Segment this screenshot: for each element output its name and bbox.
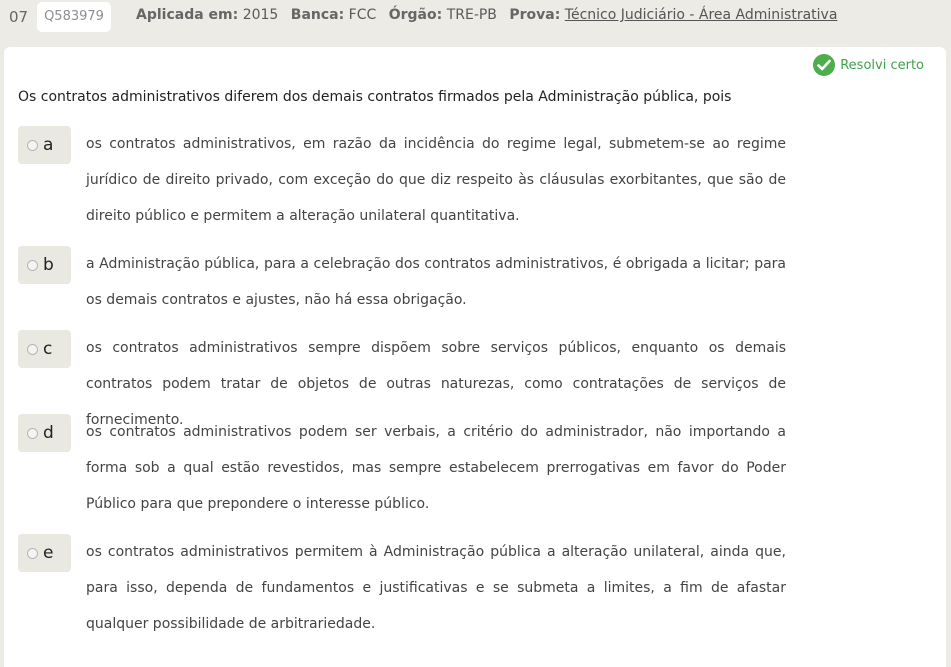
question-number: 07 — [9, 8, 29, 26]
exam-link[interactable]: Técnico Judiciário - Área Administrativa — [564, 7, 838, 23]
radio-icon[interactable] — [27, 260, 38, 271]
option-letter: c — [43, 339, 53, 359]
question-stem: Os contratos administrativos diferem dos demais contratos firmados pela Administração pública, pois — [18, 89, 732, 105]
option-letter-box[interactable] — [18, 246, 71, 284]
radio-icon[interactable] — [27, 140, 38, 151]
option-text: os contratos administrativos, em razão da incidência do regime legal, submetem-se ao regime jurídico de direito privado, com exceção do que diz respeito às cláusulas exorbitantes, que são de direito público e permitem a alteração unilateral quantitativa. — [86, 136, 786, 224]
radio-icon[interactable] — [27, 344, 38, 355]
applied-label: Aplicada em: — [136, 7, 239, 23]
option-text: os contratos administrativos permitem à Administração pública a alteração unilateral, ainda que, para isso, dependa de fundamentos e justificativas e se submeta a limites, a fim de afastar qualquer possibilidade de arbitrariedade. — [86, 544, 786, 632]
question-header — [0, 0, 951, 46]
radio-icon[interactable] — [27, 548, 38, 559]
question-id[interactable]: Q583979 — [37, 2, 111, 32]
applied-value: 2015 — [242, 7, 279, 23]
option-letter: e — [43, 543, 54, 563]
option-letter: b — [43, 255, 54, 275]
organ-label: Órgão: — [388, 7, 443, 23]
bank-label: Banca: — [290, 7, 345, 23]
option-letter-box[interactable] — [18, 126, 71, 164]
bank-value: FCC — [348, 7, 377, 23]
exam-label: Prova: — [509, 7, 561, 23]
option-text: os contratos administrativos sempre dispõem sobre serviços públicos, enquanto os demais contratos podem tratar de objetos de outras naturezas, como contratações de serviços de fornecimento. — [86, 340, 786, 428]
question-meta — [136, 7, 837, 23]
check-circle-icon — [813, 54, 835, 76]
option-letter: a — [43, 135, 54, 155]
question-card — [4, 47, 946, 667]
organ-value: TRE-PB — [446, 7, 497, 23]
radio-icon[interactable] — [27, 428, 38, 439]
option-text: os contratos administrativos podem ser verbais, a critério do administrador, não importando a forma sob a qual estão revestidos, mas sempre estabelecem prerrogativas em favor do Poder Público para que prepondere o interesse público. — [86, 424, 786, 512]
option-letter-box[interactable] — [18, 330, 71, 368]
option-letter-box[interactable] — [18, 534, 71, 572]
resolved-status — [813, 54, 924, 76]
option-text: a Administração pública, para a celebração dos contratos administrativos, é obrigada a licitar; para os demais contratos e ajustes, não há essa obrigação. — [86, 256, 786, 308]
option-letter: d — [43, 423, 54, 443]
resolved-label: Resolvi certo — [840, 57, 924, 73]
option-letter-box[interactable] — [18, 414, 71, 452]
